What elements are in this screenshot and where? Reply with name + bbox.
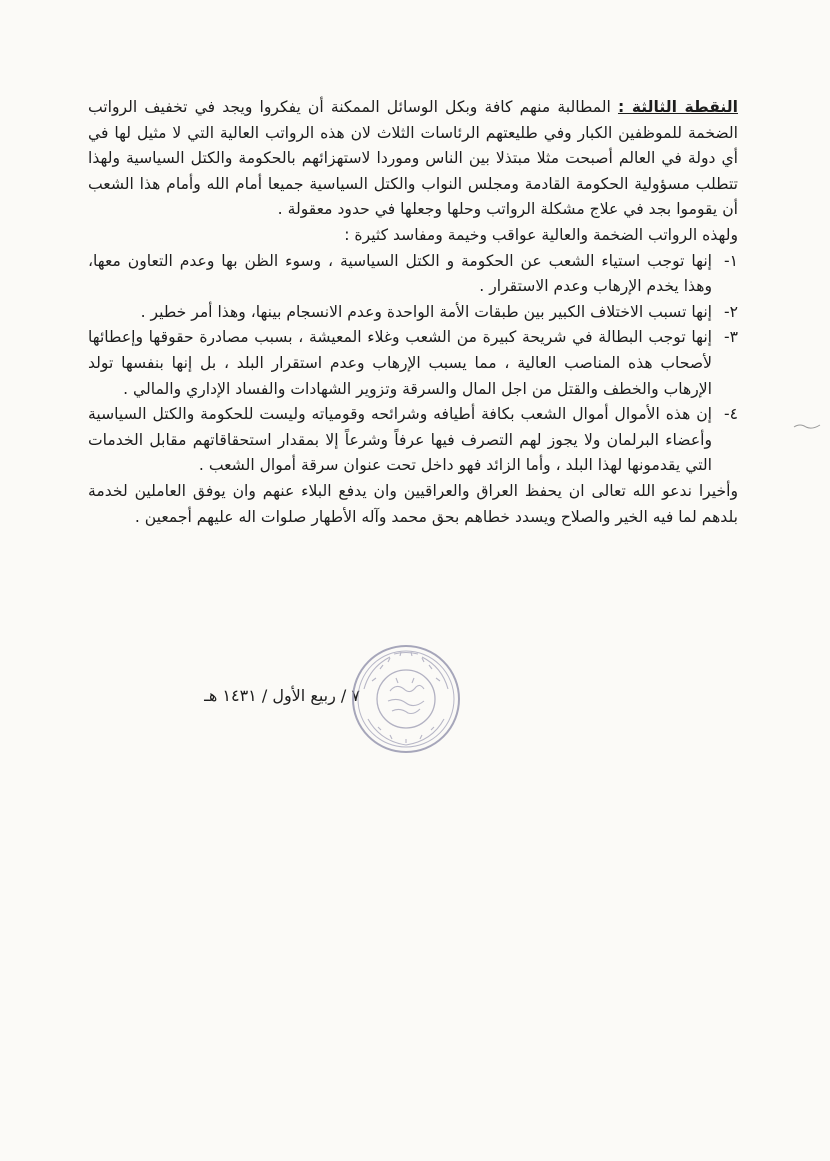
official-stamp <box>350 643 462 755</box>
list-item-text: إن هذه الأموال أموال الشعب بكافة أطيافه وشرائحه وقومياته وليست للحكومة والكتل السياسية وأعضاء البرلمان ولا يجوز لهم التصرف فيها عرفاً وشرعاً إلا بمقدار استحقاقاتهم مقابل الخدمات التي يقدمونها لهذا البلد ، وأما الزائد فهو داخل تحت عنوان سرقة أموال الشعب . <box>88 405 712 475</box>
paragraph-third-point <box>88 95 738 223</box>
list-number: ١- <box>723 251 738 270</box>
list-item-text: إنها توجب البطالة في شريحة كبيرة من الشعب وغلاء المعيشة ، بسبب مصادرة حقوقها وإعطائها لأصحاب هذه المناصب العالية ، مما يسبب الإرهاب وعدم استقرار البلد ، بل إنها بنفسها تولد الإرهاب والخطف والقتل من اجل المال والسرقة وتزوير الشهادات والفساد الإداري والمالي . <box>88 328 712 398</box>
list-number: ٢- <box>723 302 738 321</box>
closing-paragraph: وأخيرا ندعو الله تعالى ان يحفظ العراق والعراقيين وان يدفع البلاء عنهم وان يوفق العاملين لخدمة بلدهم لما فيه الخير والصلاح ويسدد خطاهم بحق محمد وآله الأطهار صلوات اله عليهم أجمعين . <box>88 481 738 526</box>
list-item <box>88 300 738 326</box>
point-body: المطالبة منهم كافة وبكل الوسائل الممكنة أن يفكروا ويجد في تخفيف الرواتب الضخمة للموظفين الكبار وفي طليعتهم الرئاسات الثلاث لان هذه الرواتب العالية التي لا مثيل لها في أي دولة في العالم أصبحت مثلا مبتذلا بين الناس وموردا لاستهزائهم بالحكومة والكتل السياسية ولهذا تتطلب مسؤولية الحكومة القادمة ومجلس النواب والكتل السياسية جميعا أمام الله وأمام هذا الشعب أن يقوموا بجد في علاج مشكلة الرواتب وحلها وجعلها في حدود معقولة . <box>88 98 738 219</box>
letter-body <box>88 95 738 530</box>
list-item-text: إنها توجب استياء الشعب عن الحكومة و الكتل السياسية ، وسوء الظن بها وعدم التعاون معها، وهذا يخدم الإرهاب وعدم الاستقرار . <box>88 251 712 296</box>
list-number: ٣- <box>723 328 738 347</box>
list-number: ٤- <box>723 405 738 424</box>
paragraph-consequences-intro: ولهذه الرواتب الضخمة والعالية عواقب وخيمة ومفاسد كثيرة : <box>344 225 738 244</box>
list-item <box>88 402 738 479</box>
list-item-text: إنها تسبب الاختلاف الكبير بين طبقات الأمة الواحدة وعدم الانسجام بينها، وهذا أمر خطير . <box>140 302 712 321</box>
point-heading: النقطة الثالثة : <box>617 98 738 116</box>
scan-edge-mark <box>792 420 822 432</box>
list-item <box>88 325 738 402</box>
hijri-date: ٧ / ربيع الأول / ١٤٣١ هـ <box>204 686 360 705</box>
list-item <box>88 249 738 300</box>
